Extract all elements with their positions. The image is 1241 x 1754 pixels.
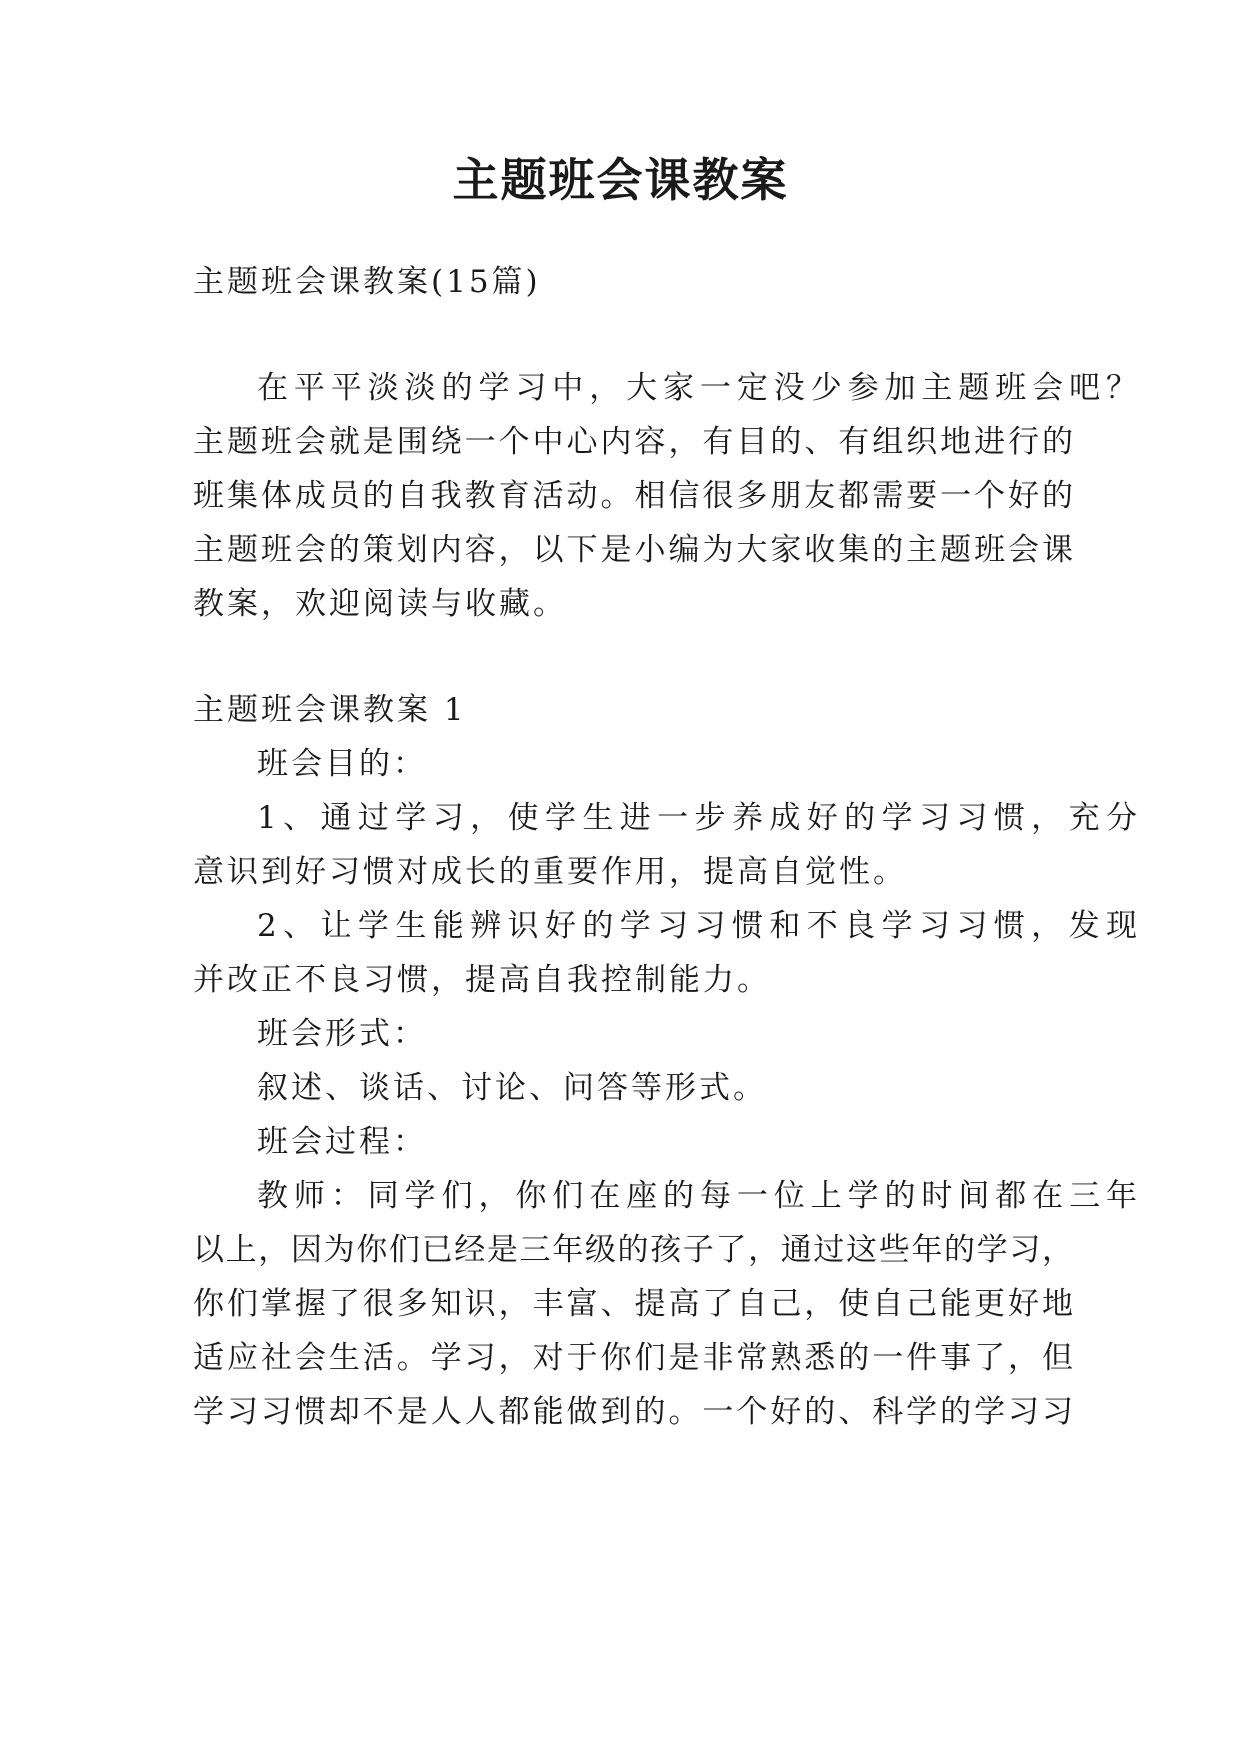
intro-line-1: 在平平淡淡的学习中，大家一定没少参加主题班会吧？ bbox=[257, 370, 1137, 406]
purpose-2-line-1: 2、让学生能辨识好的学习习惯和不良学习习惯，发现 bbox=[257, 908, 1137, 944]
teacher-line-1: 教师：同学们，你们在座的每一位上学的时间都在三年 bbox=[257, 1178, 1137, 1214]
purpose-1-line-1: 1、通过学习，使学生进一步养成好的学习习惯，充分 bbox=[257, 800, 1137, 836]
intro-line-5: 教案，欢迎阅读与收藏。 bbox=[193, 586, 567, 622]
teacher-line-5: 学习习惯却不是人人都能做到的。一个好的、科学的学习习 bbox=[193, 1394, 1073, 1430]
process-label: 班会过程： bbox=[257, 1124, 427, 1160]
intro-line-3: 班集体成员的自我教育活动。相信很多朋友都需要一个好的 bbox=[193, 478, 1073, 514]
intro-line-2: 主题班会就是围绕一个中心内容，有目的、有组织地进行的 bbox=[193, 424, 1073, 460]
document-subtitle: 主题班会课教案(15篇) bbox=[193, 264, 541, 300]
purpose-1-line-2: 意识到好习惯对成长的重要作用，提高自觉性。 bbox=[193, 854, 907, 890]
teacher-line-2: 以上，因为你们已经是三年级的孩子了，通过这些年的学习， bbox=[193, 1232, 1073, 1268]
form-label: 班会形式： bbox=[257, 1016, 427, 1052]
section-heading: 主题班会课教案 1 bbox=[193, 692, 467, 728]
purpose-2-line-2: 并改正不良习惯，提高自我控制能力。 bbox=[193, 962, 771, 998]
intro-line-4: 主题班会的策划内容，以下是小编为大家收集的主题班会课 bbox=[193, 532, 1073, 568]
form-text: 叙述、谈话、讨论、问答等形式。 bbox=[257, 1070, 767, 1106]
document-title: 主题班会课教案 bbox=[452, 153, 789, 207]
purpose-label: 班会目的： bbox=[257, 746, 427, 782]
teacher-line-4: 适应社会生活。学习，对于你们是非常熟悉的一件事了，但 bbox=[193, 1340, 1073, 1376]
teacher-line-3: 你们掌握了很多知识，丰富、提高了自己，使自己能更好地 bbox=[193, 1286, 1073, 1322]
